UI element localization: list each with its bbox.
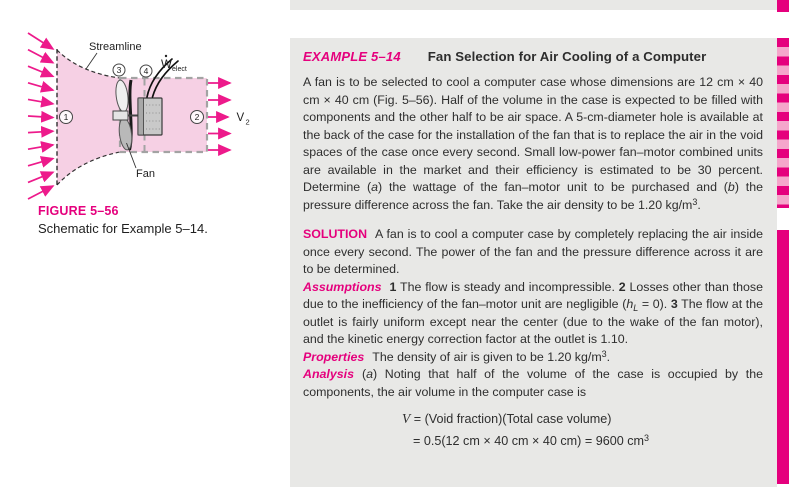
- figure-caption-title: FIGURE 5–56: [38, 204, 119, 218]
- figure-5-56-schematic: [0, 0, 290, 200]
- fan-hub: [113, 111, 128, 120]
- station-2-number: 2: [194, 112, 200, 122]
- station-4-number: 4: [143, 66, 149, 76]
- station-1-number: 1: [63, 112, 69, 122]
- outlet-flow-arrows: [208, 83, 230, 150]
- paragraph: SOLUTION A fan is to cool a computer case by completely replacing the air inside once every second. The power of the fan and the pressure difference across it are to be determined.: [303, 227, 763, 276]
- edge-mark-dashed-strip: [777, 38, 789, 208]
- figure-caption-text: Schematic for Example 5–14.: [38, 221, 208, 236]
- exit-velocity-subscript: 2: [245, 117, 250, 127]
- power-symbol: W: [161, 59, 172, 71]
- paragraph: Assumptions 1 The flow is steady and incompressible. 2 Losses other than those due to the inefficiency of the fan–motor unit are negligible $(h_L = 0)$. 3 The flow at the outlet is fairly uniform except near the center (due to the wake of the fan motor), and the kinetic energy correction factor at the outlet is 1.10.: [303, 279, 764, 346]
- exit-velocity-label: [237, 112, 250, 127]
- edge-mark-top: [777, 0, 789, 12]
- equation-line: = 0.5(12 cm × 40 cm × 40 cm) = 9600 $cm^3$: [413, 433, 650, 448]
- fan-motor-band: [138, 98, 144, 135]
- edge-mark-solid-bar: [776, 230, 789, 484]
- top-gray-bar: [290, 0, 777, 10]
- power-subscript: elect: [172, 66, 187, 73]
- example-body: [303, 74, 763, 401]
- equation-line: V = (Void fraction)(Total case volume): [402, 411, 612, 426]
- equation-block: [303, 411, 763, 448]
- paragraph: Analysis (a) Noting that half of the volume of the case is occupied by the components, the air volume in the computer case is: [303, 367, 763, 399]
- streamline-label: Streamline: [89, 41, 142, 53]
- example-heading: [303, 48, 763, 66]
- inlet-flow-arrows: [28, 33, 53, 199]
- example-number-label: EXAMPLE 5–14: [303, 49, 401, 64]
- example-title: Fan Selection for Air Cooling of a Computer: [427, 49, 707, 64]
- exit-velocity-symbol: V: [236, 112, 245, 124]
- paragraph: A fan is to be selected to cool a computer case whose dimensions are 12 cm × 40 cm × 40 cm (Fig. 5–56). Half of the volume in the case is expected to be filled with components and the other half to be air space. A 5-cm-diameter hole is available at the back of the case for the installation of the fan that is to replace the air in the void spaces of the case once every second. Small low-power fan–motor combined units are available in the market and their efficiency is estimated to be 30 percent. Determine (a) the wattage of the fan–motor unit to be purchased and (b) the pressure difference across the fan. Take the air density to be 1.20 $kg/m^3$.: [303, 75, 764, 212]
- streamline-pointer: [86, 53, 97, 69]
- example-panel: [290, 38, 777, 487]
- station-3-number: 3: [116, 65, 122, 75]
- paragraph: Properties The density of air is given to be 1.20 $kg/m^3$.: [303, 348, 611, 364]
- power-dot: [165, 55, 167, 57]
- fan-label: Fan: [136, 168, 155, 180]
